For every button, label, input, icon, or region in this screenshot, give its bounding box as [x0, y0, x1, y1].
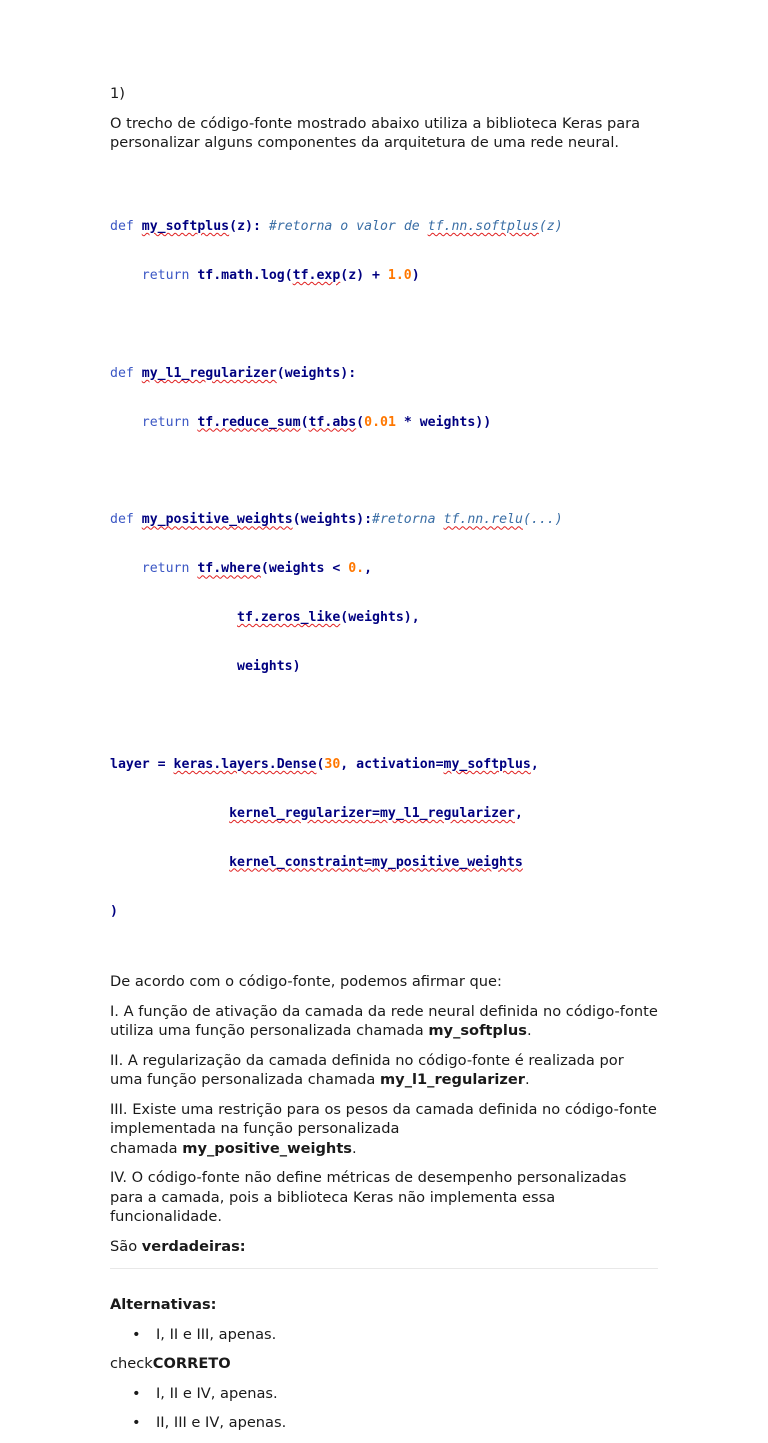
- alternatives-list: [110, 1384, 660, 1433]
- alternative-option[interactable]: • I, II e IV, apenas.: [132, 1384, 278, 1402]
- bullet-icon: •: [132, 1325, 141, 1343]
- code-line: def my_l1_regularizer(weights):: [110, 365, 357, 381]
- statement-3: III. Existe uma restrição para os pesos da camada definida no código-fonte implementada na função personalizada chamada my_positive_weights.: [110, 1100, 657, 1157]
- code-line: weights): [237, 659, 301, 675]
- question-intro: O trecho de código-fonte mostrado abaixo utiliza a biblioteca Keras para personalizar alguns componentes da arquitetura de uma rede neural.: [110, 114, 641, 151]
- code-line: return tf.math.log(tf.exp(z) + 1.0): [141, 267, 420, 283]
- bullet-icon: •: [132, 1384, 141, 1402]
- code-line: kernel_regularizer=my_l1_regularizer,: [229, 805, 523, 821]
- code-line: def my_softplus(z): #retorna o valor de tf.nn.softplus(z): [110, 219, 563, 235]
- code-line: tf.zeros_like(weights),: [237, 610, 420, 626]
- code-line: kernel_constraint=my_positive_weights: [229, 854, 523, 870]
- code-line: return tf.reduce_sum(tf.abs(0.01 * weights)): [141, 414, 492, 430]
- document-page: [110, 84, 660, 1443]
- statement-1: I. A função de ativação da camada da rede neural definida no código-fonte utiliza uma função personalizada chamada my_softplus.: [110, 1002, 658, 1040]
- code-line: def my_positive_weights(weights):#retorna tf.nn.relu(...): [110, 512, 563, 528]
- statement-4: IV. O código-fonte não define métricas de desempenho personalizadas para a camada, pois a biblioteca Keras não implementa essa funcionalidade.: [110, 1169, 627, 1226]
- code-line: ): [110, 903, 118, 919]
- alternative-option[interactable]: • II, III e IV, apenas.: [132, 1414, 287, 1432]
- correct-marker: checkCORRETO: [110, 1355, 231, 1373]
- question-ask: São verdadeiras:: [110, 1237, 246, 1255]
- statements-lead: De acordo com o código-fonte, podemos afirmar que:: [110, 973, 502, 991]
- statement-2: II. A regularização da camada definida no código-fonte é realizada por uma função personalizada chamada my_l1_regularizer.: [110, 1051, 624, 1089]
- code-line: layer = keras.layers.Dense(30, activation=my_softplus,: [110, 756, 539, 772]
- question-number: 1): [110, 85, 125, 102]
- bullet-icon: •: [132, 1414, 141, 1432]
- divider: [110, 1268, 658, 1269]
- check-icon: check: [110, 1355, 153, 1373]
- code-line: return tf.where(weights < 0.,: [141, 561, 373, 577]
- alternative-option[interactable]: • I, II e III, apenas.: [132, 1325, 277, 1343]
- alternatives-title: Alternativas:: [110, 1296, 217, 1314]
- alternatives-list: [110, 1325, 660, 1345]
- code-block: [110, 187, 660, 953]
